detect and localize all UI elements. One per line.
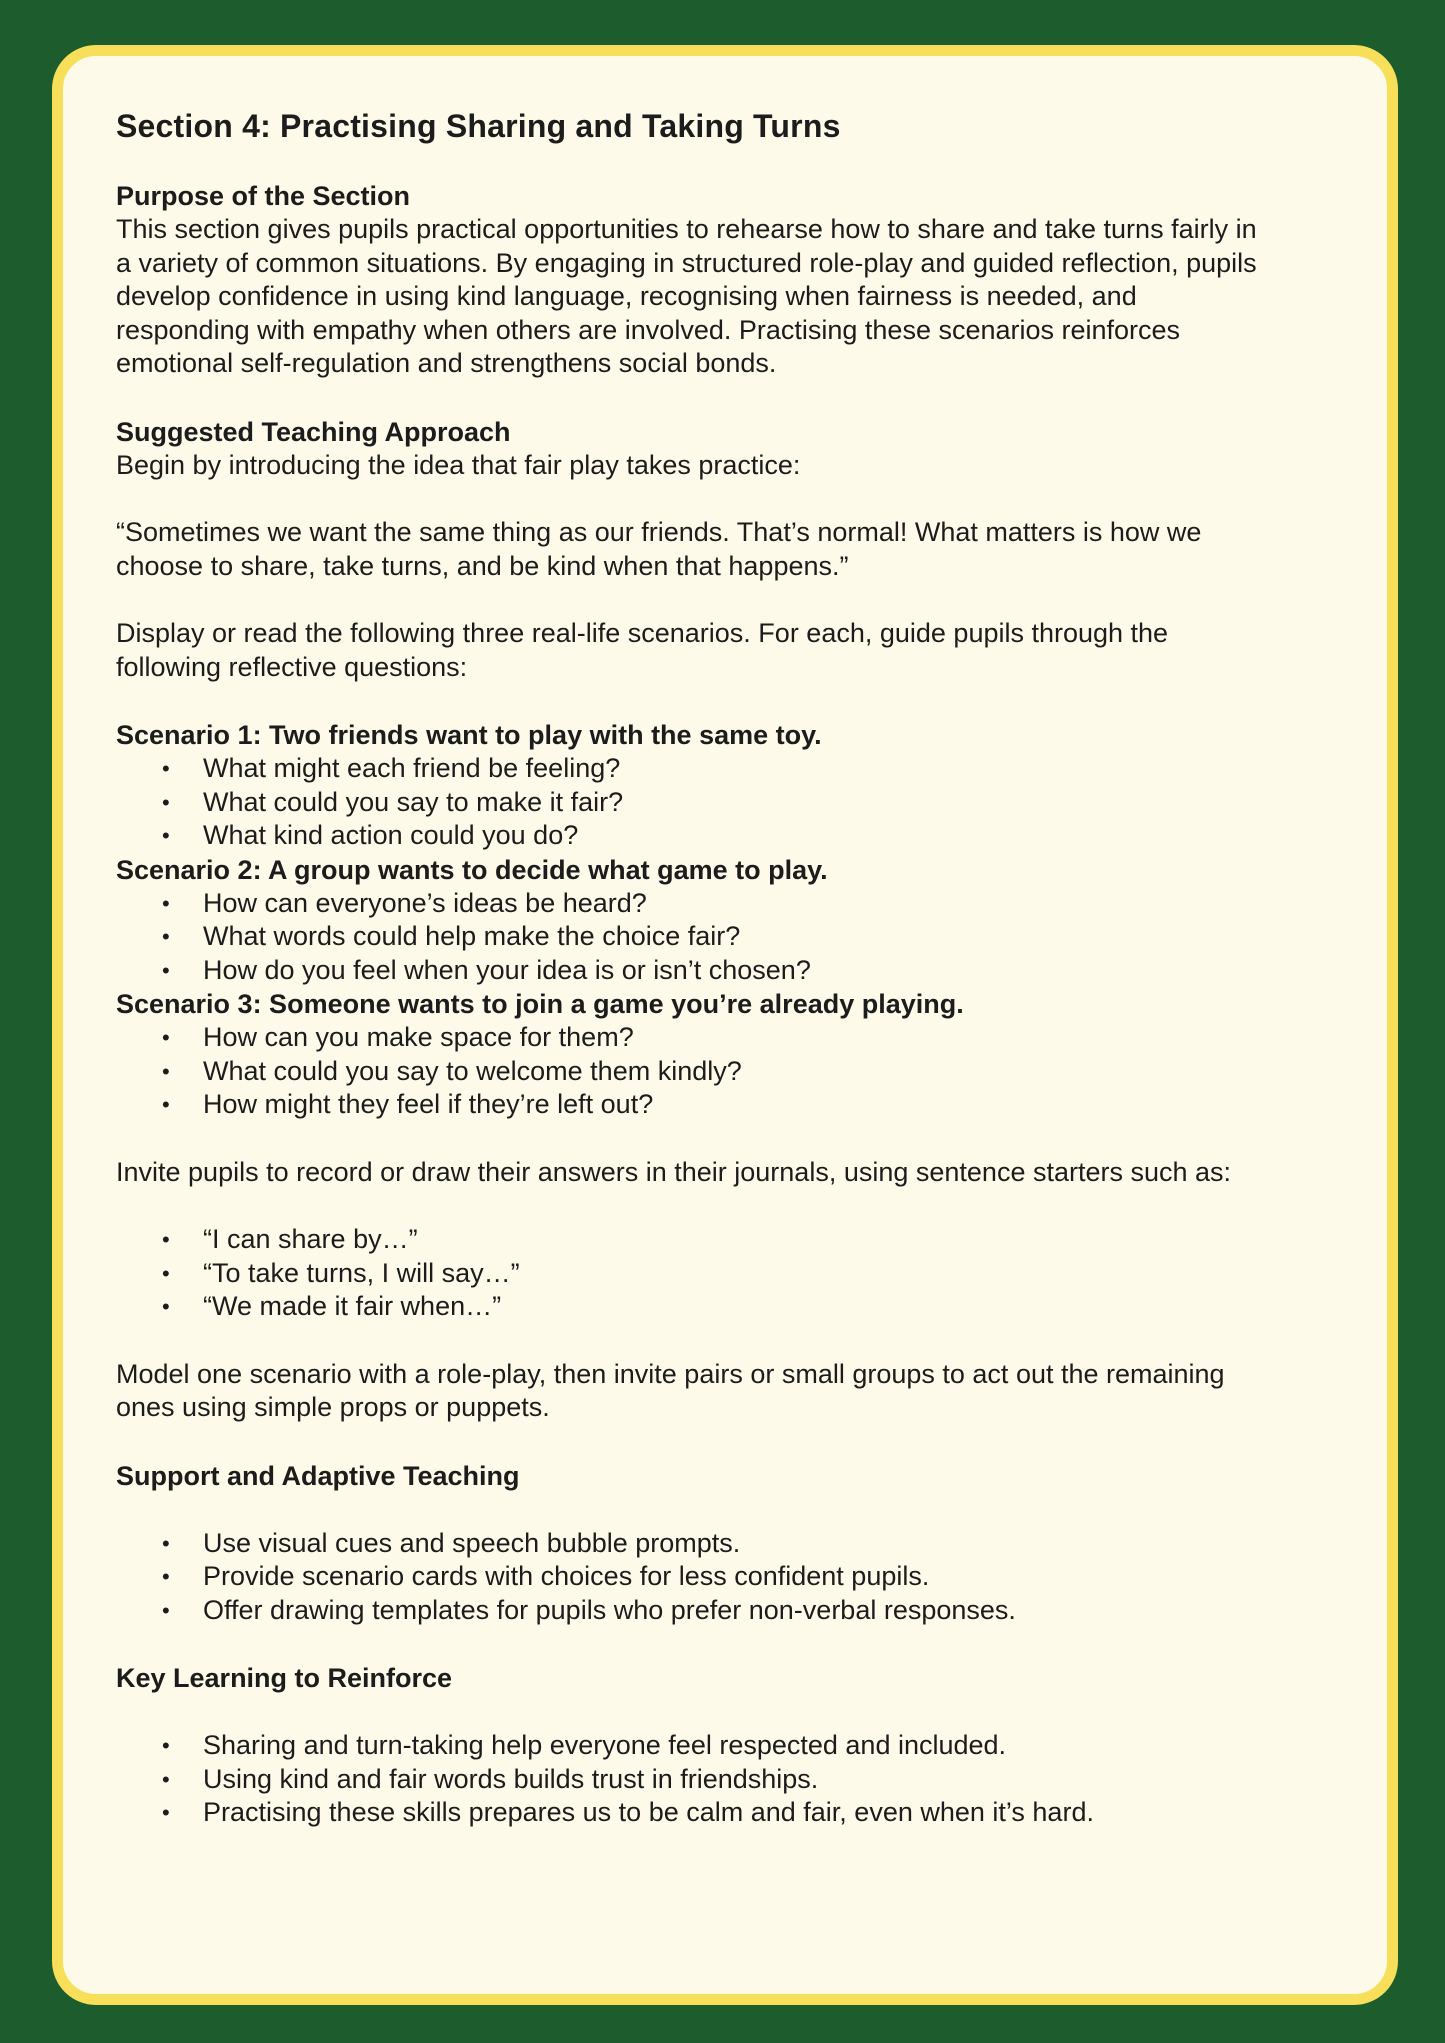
key-learning-text: Sharing and turn-taking help everyone feel respected and included. <box>203 1730 1007 1760</box>
bullet-icon: • <box>162 1733 170 1758</box>
question-text: How do you feel when your idea is or isn’t chosen? <box>203 954 811 985</box>
spacer <box>116 381 1337 415</box>
list-item <box>116 1560 1337 1594</box>
bullet-icon: • <box>162 1294 170 1319</box>
bullet-icon: • <box>162 1530 170 1556</box>
list-item <box>116 954 1337 988</box>
list-item <box>116 752 1337 786</box>
question-text: What could you say to make it fair? <box>203 786 624 817</box>
starter-text: “We made it fair when…” <box>203 1291 502 1321</box>
bullet-icon: • <box>162 1800 170 1825</box>
bullet-icon: • <box>162 1766 170 1792</box>
list-item <box>116 1055 1337 1089</box>
purpose-line: responding with empathy when others are involved. Practising these scenarios reinforces <box>116 314 1181 345</box>
question-text: How can you make space for them? <box>203 1022 634 1052</box>
list-item <box>116 1223 1337 1257</box>
spacer <box>116 146 1337 179</box>
scenario-1-questions <box>116 752 1337 853</box>
approach-display-line: following reflective questions: <box>116 651 468 682</box>
bullet-icon: • <box>162 1092 170 1117</box>
list-item <box>116 920 1337 954</box>
journal-intro: Invite pupils to record or draw their answers in their journals, using sentence starters such as: <box>116 1156 1232 1187</box>
purpose-line: emotional self-regulation and strengthens social bonds. <box>116 348 777 378</box>
purpose-line: develop confidence in using kind language, recognising when fairness is needed, and <box>116 281 1137 311</box>
scenario-3-title: Scenario 3: Someone wants to join a game you’re already playing. <box>116 989 964 1019</box>
spacer <box>116 1425 1337 1459</box>
list-item <box>116 1594 1337 1628</box>
spacer <box>116 583 1337 617</box>
purpose-line: This section gives pupils practical opportunities to rehearse how to share and take turns fairly in <box>116 214 1257 244</box>
bullet-icon: • <box>162 924 170 949</box>
scenario-2-title: Scenario 2: A group wants to decide what game to play. <box>116 854 828 885</box>
list-item <box>116 1290 1337 1324</box>
spacer <box>116 1695 1337 1729</box>
list-item <box>116 1527 1337 1561</box>
question-text: What kind action could you do? <box>203 820 579 850</box>
document-content <box>116 106 1337 1830</box>
scenario-2-questions <box>116 887 1337 988</box>
bullet-icon: • <box>162 1058 170 1084</box>
spacer <box>116 1627 1337 1661</box>
list-item <box>116 887 1337 921</box>
bullet-icon: • <box>162 1260 170 1286</box>
approach-heading: Suggested Teaching Approach <box>116 416 511 447</box>
bullet-icon: • <box>162 890 170 916</box>
support-list <box>116 1527 1337 1628</box>
bullet-icon: • <box>162 823 170 848</box>
bullet-icon: • <box>162 1564 170 1589</box>
support-text: Use visual cues and speech bubble prompts. <box>203 1527 741 1558</box>
support-text: Offer drawing templates for pupils who prefer non-verbal responses. <box>203 1594 1016 1625</box>
document-card <box>52 45 1398 2005</box>
list-item <box>116 1763 1337 1797</box>
list-item <box>116 819 1337 853</box>
question-text: What words could help make the choice fair? <box>203 921 741 951</box>
purpose-heading: Purpose of the Section <box>116 181 411 211</box>
bullet-icon: • <box>162 957 170 983</box>
key-learning-text: Practising these skills prepares us to be calm and fair, even when it’s hard. <box>203 1797 1094 1827</box>
question-text: How can everyone’s ideas be heard? <box>203 887 647 918</box>
approach-display-line: Display or read the following three real-life scenarios. For each, guide pupils through the <box>116 618 1169 648</box>
bullet-icon: • <box>162 1227 170 1252</box>
list-item <box>116 1088 1337 1122</box>
support-heading: Support and Adaptive Teaching <box>116 1460 520 1491</box>
journal-starters <box>116 1223 1337 1324</box>
key-learning-text: Using kind and fair words builds trust in friendships. <box>203 1763 819 1794</box>
model-line: Model one scenario with a role-play, then invite pairs or small groups to act out the remaining <box>116 1358 1225 1389</box>
scenario-3-questions <box>116 1021 1337 1122</box>
spacer <box>116 1189 1337 1223</box>
key-learning-heading: Key Learning to Reinforce <box>116 1663 453 1693</box>
question-text: What might each friend be feeling? <box>203 753 621 783</box>
approach-quote-line: choose to share, take turns, and be kind when that happens.” <box>116 550 849 581</box>
bullet-icon: • <box>162 789 170 815</box>
spacer <box>116 684 1337 718</box>
key-learning-list <box>116 1729 1337 1830</box>
model-line: ones using simple props or puppets. <box>116 1392 550 1422</box>
spacer <box>116 1324 1337 1358</box>
list-item <box>116 1021 1337 1055</box>
approach-quote-line: “Sometimes we want the same thing as our friends. That’s normal! What matters is how we <box>116 517 1202 547</box>
bullet-icon: • <box>162 756 170 781</box>
list-item <box>116 786 1337 820</box>
starter-text: “I can share by…” <box>203 1224 418 1254</box>
page-title: Section 4: Practising Sharing and Taking Turns <box>116 108 841 144</box>
scenario-1-title: Scenario 1: Two friends want to play with the same toy. <box>116 720 822 750</box>
spacer <box>116 482 1337 516</box>
list-item <box>116 1796 1337 1830</box>
list-item <box>116 1729 1337 1763</box>
starter-text: “To take turns, I will say…” <box>203 1257 520 1288</box>
spacer <box>116 1122 1337 1156</box>
bullet-icon: • <box>162 1597 170 1623</box>
spacer <box>116 1493 1337 1527</box>
bullet-icon: • <box>162 1025 170 1050</box>
question-text: What could you say to welcome them kindly? <box>203 1055 742 1086</box>
purpose-line: a variety of common situations. By engaging in structured role-play and guided reflection, pupils <box>116 247 1257 278</box>
support-text: Provide scenario cards with choices for less confident pupils. <box>203 1561 930 1591</box>
approach-intro: Begin by introducing the idea that fair play takes practice: <box>116 449 801 480</box>
list-item <box>116 1257 1337 1291</box>
question-text: How might they feel if they’re left out? <box>203 1089 654 1119</box>
